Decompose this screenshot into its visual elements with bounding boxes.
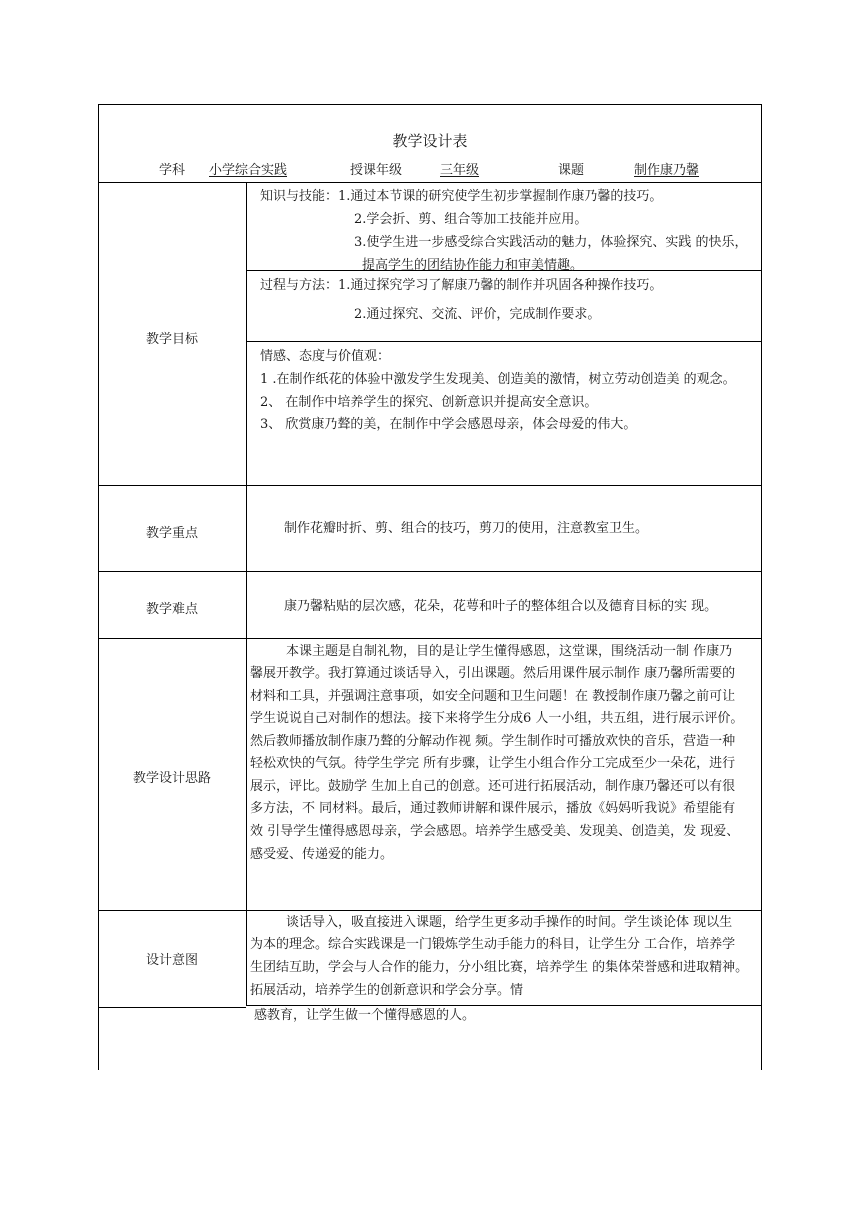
- row-divider-intent: [246, 1005, 762, 1006]
- knowledge-line-2: 2.学会折、剪、组合等加工技能并应用。: [354, 212, 588, 227]
- process-line-2: 2.通过探究、交流、评价，完成制作要求。: [354, 307, 601, 322]
- objectives-divider-2: [246, 341, 762, 342]
- row-divider-keypoints: [98, 571, 762, 572]
- design-line-1: 本课主题是自制礼物，目的是让学生懂得感恩，这堂课，围绕活动一制 作康乃: [286, 644, 733, 659]
- objectives-label: 教学目标: [145, 332, 198, 347]
- topic-label: 课题: [558, 163, 585, 178]
- topic-value: 制作康乃馨: [634, 163, 700, 178]
- table-border-top: [98, 104, 762, 105]
- lesson-design-table: [98, 104, 762, 1070]
- row-divider-intent-left: [98, 1007, 246, 1008]
- intent-line-4: 拓展活动，培养学生的创新意识和学会分享。情: [250, 983, 524, 998]
- emotion-line-1: 1 .在制作纸花的体验中激发学生发现美、创造美的激情，树立劳动创造美 的观念。: [260, 372, 736, 387]
- knowledge-line-4: 提高学生的团结协作能力和审美情趣。: [362, 258, 584, 273]
- design-line-4: 学生说说自己对制作的想法。接下来将学生分成6 人一小组，共五组，进行展示评价。: [250, 711, 744, 726]
- design-line-10: 感受爱、传递爱的能力。: [250, 847, 394, 862]
- row-divider-design: [98, 910, 762, 911]
- key-points-text: 制作花瓣时折、剪、组合的技巧，剪刀的使用，注意教室卫生。: [284, 521, 649, 536]
- design-line-6: 轻松欢快的气氛。待学生学完 所有步骤，让学生小组合作分工完成至少一朵花，进行: [250, 756, 736, 771]
- design-line-8: 多方法，不 同材料。最后，通过教师讲解和课件展示，播放《妈妈听我说》希望能有: [250, 801, 736, 816]
- subject-value: 小学综合实践: [209, 163, 288, 178]
- subject-label: 学科: [159, 163, 186, 178]
- emotion-line-2: 2、 在制作中培养学生的探究、创新意识并提高安全意识。: [260, 395, 598, 410]
- grade-value: 三年级: [440, 163, 480, 178]
- intent-line-2: 为本的理念。综合实践课是一门锻炼学生动手能力的科目，让学生分 工合作，培养学: [250, 937, 736, 952]
- intent-continuation: 感教育，让学生做一个懂得感恩的人。: [254, 1008, 476, 1023]
- key-points-label: 教学重点: [145, 526, 198, 541]
- design-line-3: 材料和工具，并强调注意事项，如安全问题和卫生问题！在 教授制作康乃馨之前可让: [250, 689, 736, 704]
- knowledge-line-3: 3.使学生进一步感受综合实践活动的魅力，体验探究、实践 的快乐，: [354, 235, 748, 250]
- difficulties-label: 教学难点: [145, 602, 198, 617]
- header-divider: [98, 182, 762, 183]
- row-divider-difficulties: [98, 638, 762, 639]
- emotion-heading: 情感、态度与价值观：: [260, 349, 391, 364]
- emotion-line-3: 3、 欣赏康乃聱的美，在制作中学会感恩母亲，体会母爱的伟大。: [260, 417, 637, 432]
- design-idea-label: 教学设计思路: [132, 771, 211, 786]
- intent-line-1: 谈话导入，吸直接进入课题，给学生更多动手操作的时间。学生谈论体 现以生: [286, 915, 733, 930]
- label-column-divider: [246, 182, 247, 1005]
- difficulties-text: 康乃馨粘贴的层次感，花朵，花萼和叶子的整体组合以及德育目标的实 现。: [284, 599, 718, 614]
- design-line-2: 馨展开教学。我打算通过谈话导入，引出课题。然后用课件展示制作 康乃馨所需要的: [250, 666, 736, 681]
- grade-label: 授课年级: [350, 163, 403, 178]
- intent-line-3: 生团结互助，学会与人合作的能力，分小组比赛，培养学生 的集体荣誉感和进取精神。: [250, 960, 749, 975]
- knowledge-line-1: 知识与技能：1.通过本节课的研究使学生初步掌握制作康乃馨的技巧。: [260, 189, 663, 204]
- table-border-left: [98, 104, 99, 1070]
- intent-label: 设计意图: [145, 953, 198, 968]
- page-title: 教学设计表: [392, 132, 468, 150]
- design-line-5: 然后教师播放制作康乃聱的分解动作视 频。学生制作时可播放欢快的音乐，营造一种: [250, 734, 736, 749]
- design-line-7: 展示，评比。鼓励学 生加上自己的创意。还可进行拓展活动，制作康乃馨还可以有很: [250, 779, 736, 794]
- row-divider-objectives: [98, 485, 762, 486]
- table-border-right: [761, 104, 762, 1070]
- design-line-9: 效 引导学生懂得感恩母亲，学会感恩。培养学生感受美、发现美、创造美，发 现爱、: [250, 824, 740, 839]
- process-line-1: 过程与方法：1.通过探究学习了解康乃馨的制作并巩固各种操作技巧。: [260, 278, 663, 293]
